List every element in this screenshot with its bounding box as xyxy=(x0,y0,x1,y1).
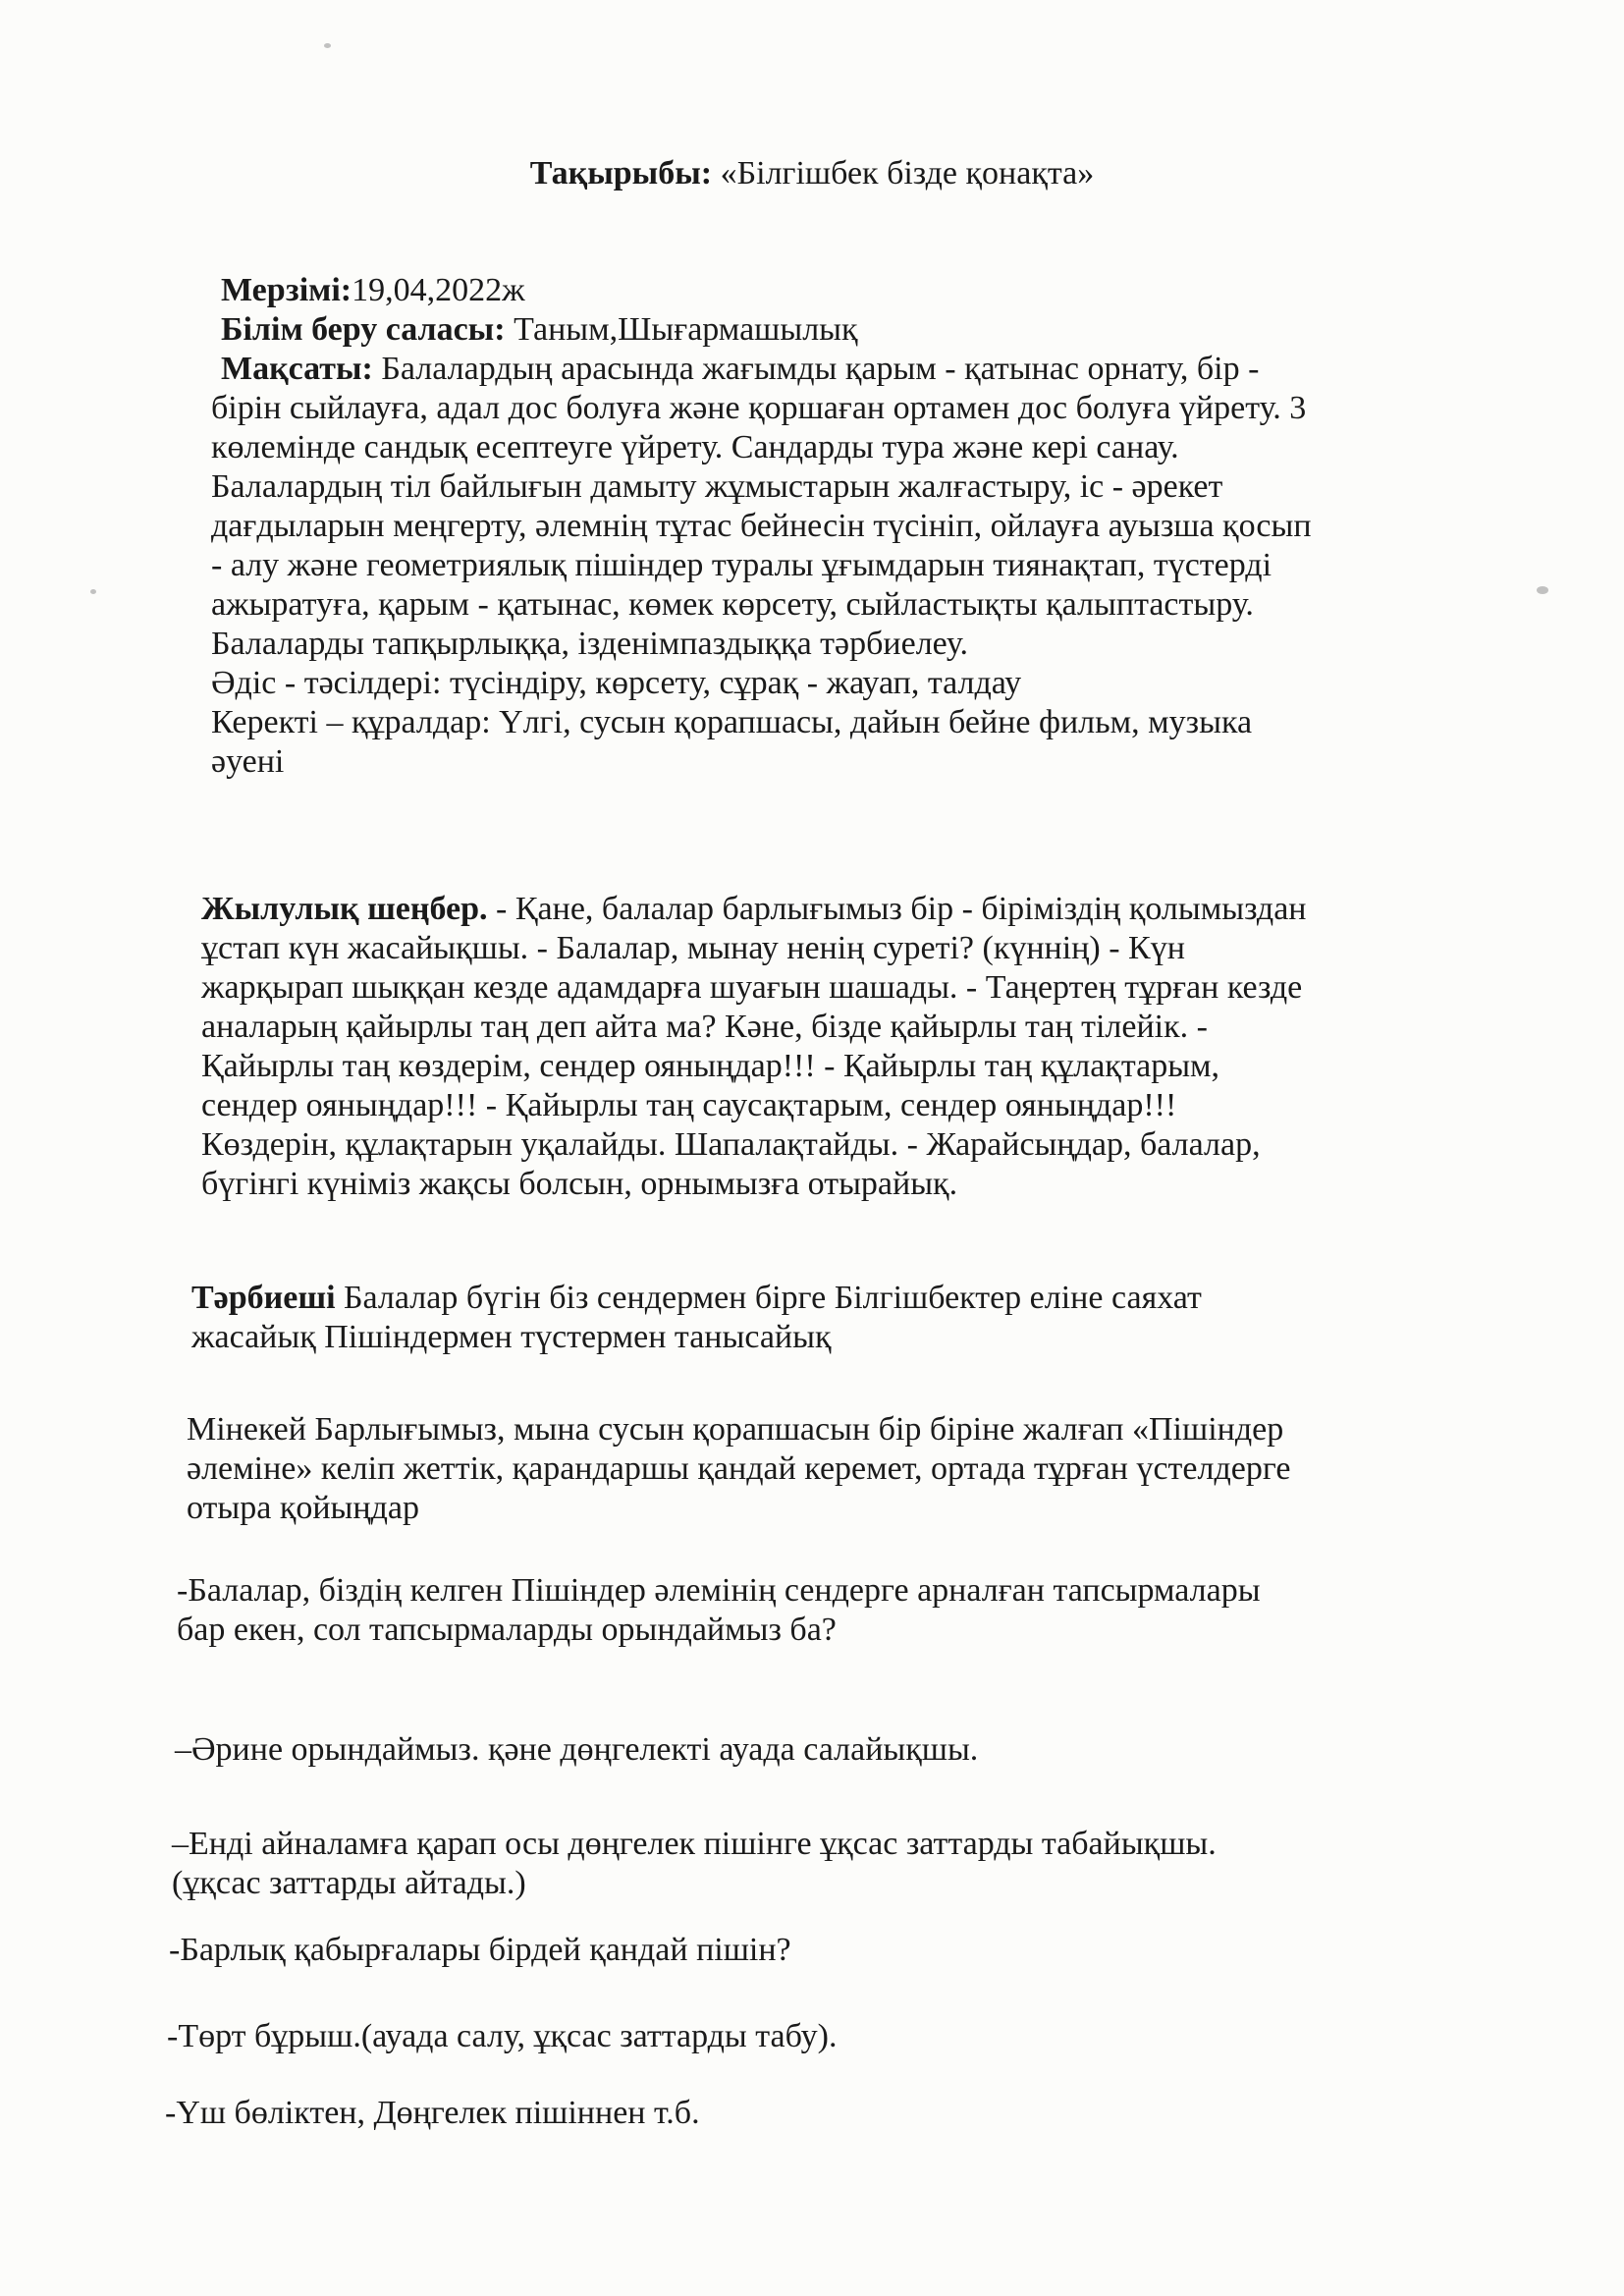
warmup-text: ұстап күн жасайықшы. - Балалар, мынау ненің суреті? (күннің) - Күн xyxy=(201,930,1185,966)
paragraph-text: -Балалар, біздің келген Пішіндер әлемінің сендерге арналған тапсырмалары xyxy=(177,1572,1261,1609)
paragraph-5 xyxy=(169,1931,1465,1970)
paragraph-2 xyxy=(177,1571,1473,1650)
meta-section xyxy=(221,271,1517,389)
goal-text: ажыратуға, қарым - қатынас, көмек көрсету, сыйластықты қалыптастыру. xyxy=(211,586,1254,623)
warmup-text: бүгінгі күніміз жақсы болсын, орнымызға отырайық. xyxy=(201,1166,958,1202)
methods-line: Әдіс - тәсілдері: түсіндіру, көрсету, сұрақ - жауап, талдау xyxy=(211,665,1022,701)
paragraph-text: бар екен, сол тапсырмаларды орындаймыз ба? xyxy=(177,1612,837,1648)
scan-speck xyxy=(1537,586,1548,594)
scan-speck xyxy=(324,43,331,48)
title-label: Тақырыбы: xyxy=(529,155,713,191)
warmup-line xyxy=(201,890,1497,929)
date-line xyxy=(221,271,1517,310)
area-line xyxy=(221,310,1517,350)
paragraph-7 xyxy=(165,2094,1461,2133)
paragraph-3 xyxy=(175,1730,1471,1770)
paragraph-text: отыра қойыңдар xyxy=(187,1490,419,1526)
paragraph-text: Мінекей Барлығымыз, мына сусын қорапшасын бір біріне жалғап «Пішіндер xyxy=(187,1411,1284,1448)
paragraph-text: әлеміне» келіп жеттік, қарандаршы қандай керемет, ортада тұрған үстелдерге xyxy=(187,1450,1291,1487)
paragraph-1 xyxy=(187,1410,1483,1528)
paragraph-text: –Енді айналамға қарап осы дөңгелек пішінге ұқсас заттарды табайықшы. xyxy=(172,1826,1217,1862)
goal-text: дағдыларын меңгерту, әлемнің тұтас бейнесін түсініп, ойлауға ауызша қосып xyxy=(211,508,1312,544)
document-title xyxy=(0,155,1624,192)
teacher-text: Балалар бүгін біз сендермен бірге Білгішбектер еліне саяхат xyxy=(335,1280,1202,1316)
goal-text: Балалардың тіл байлығын дамыту жұмыстарын жалғастыру, іс - әрекет xyxy=(211,468,1223,505)
goal-line xyxy=(221,350,1517,389)
paragraph-text: -Үш бөліктен, Дөңгелек пішіннен т.б. xyxy=(165,2095,700,2131)
paragraph-text: –Әрине орындаймыз. қәне дөңгелекті ауада салайықшы. xyxy=(175,1731,979,1768)
goal-text: - алу және геометриялық пішіндер туралы ұғымдарын тиянақтап, түстерді xyxy=(211,547,1272,583)
date-value: 19,04,2022ж xyxy=(352,272,525,308)
warmup-text: жарқырап шыққан кезде адамдарға шуағын шашады. - Таңертең тұрған кезде xyxy=(201,969,1303,1006)
goal-text: көлемінде сандық есептеуге үйрету. Сандарды тура және кері санау. xyxy=(211,429,1179,465)
goal-text: Балаларды тапқырлыққа, ізденімпаздыққа тәрбиелеу. xyxy=(211,626,969,662)
warmup-text: аналарың қайырлы таң деп айта ма? Кәне, бізде қайырлы таң тілейік. - xyxy=(201,1009,1208,1045)
warmup-section xyxy=(201,890,1497,1204)
scan-speck xyxy=(90,589,96,594)
tools-line: әуені xyxy=(211,743,285,780)
goal-label: Мақсаты: xyxy=(221,351,373,387)
goal-text: Балалардың арасында жағымды қарым - қатынас орнату, бір - xyxy=(381,351,1260,387)
goal-text: бірін сыйлауға, адал дос болуға және қоршаған ортамен дос болуға үйрету. 3 xyxy=(211,390,1307,426)
paragraph-4 xyxy=(172,1825,1468,1903)
area-label: Білім беру саласы: xyxy=(221,311,506,348)
paragraph-text: -Барлық қабырғалары бірдей қандай пішін? xyxy=(169,1932,791,1968)
date-label: Мерзімі: xyxy=(221,272,352,308)
area-value: Таным,Шығармашылық xyxy=(514,311,858,348)
teacher-label: Тәрбиеші xyxy=(191,1280,336,1316)
teacher-section xyxy=(191,1279,1488,1357)
teacher-line xyxy=(191,1279,1488,1318)
tools-line: Керекті – құралдар: Үлгі, сусын қорапшасы, дайын бейне фильм, музыка xyxy=(211,704,1253,740)
title-text: «Білгішбек бізде қонақта» xyxy=(720,155,1095,191)
teacher-text: жасайық Пішіндермен түстермен танысайық xyxy=(191,1319,832,1355)
paragraph-text: -Төрт бұрыш.(ауада салу, ұқсас заттарды табу). xyxy=(167,2018,838,2054)
paragraph-text: (ұқсас заттарды айтады.) xyxy=(172,1865,526,1901)
warmup-text: - Қане, балалар барлығымыз бір - біріміздің қолымыздан xyxy=(487,891,1307,927)
goal-continuation xyxy=(211,389,1507,782)
warmup-text: Қайырлы таң көздерім, сендер ояныңдар!!! - Қайырлы таң құлақтарым, xyxy=(201,1048,1220,1084)
warmup-label: Жылулық шеңбер. xyxy=(201,891,488,927)
paragraph-6 xyxy=(167,2017,1463,2056)
warmup-text: сендер ояныңдар!!! - Қайырлы таң саусақтарым, сендер ояныңдар!!! xyxy=(201,1087,1177,1123)
warmup-text: Көздерін, құлақтарын уқалайды. Шапалақтайды. - Жарайсыңдар, балалар, xyxy=(201,1126,1261,1163)
